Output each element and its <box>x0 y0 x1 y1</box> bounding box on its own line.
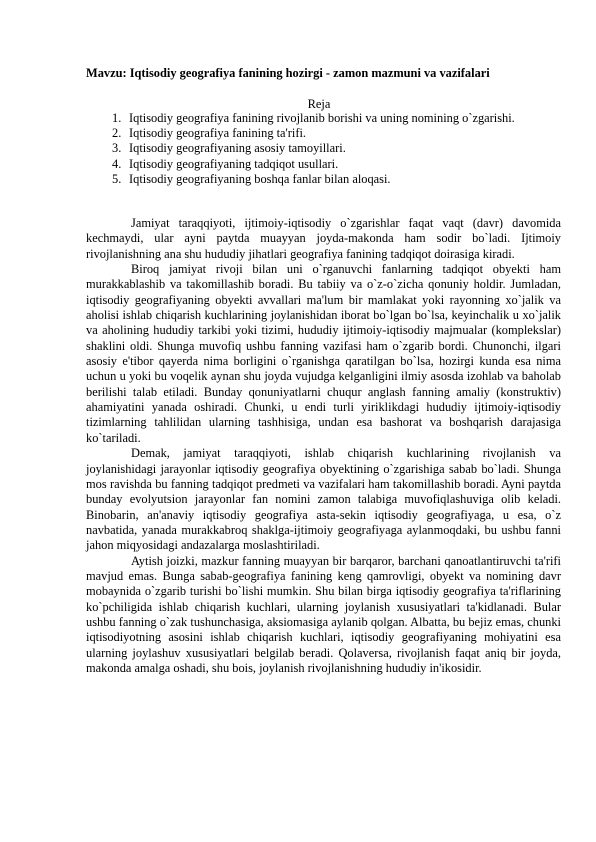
plan-item <box>112 141 561 156</box>
plan-item-number: 4. <box>112 156 122 171</box>
plan-item <box>112 172 561 187</box>
plan-item-text: Iqtisodiy geografiyaning boshqa fanlar bilan aloqasi. <box>129 171 391 186</box>
plan-item-number: 3. <box>112 141 122 156</box>
plan-item-number: 5. <box>112 171 122 186</box>
plan-list <box>112 111 561 187</box>
document-title: Mavzu: Iqtisodiy geografiya fanining hozirgi - zamon mazmuni va vazifalari <box>86 66 490 80</box>
plan-item-text: Iqtisodiy geografiyaning tadqiqot usullari. <box>129 156 339 171</box>
plan-item <box>112 157 561 172</box>
paragraph: Biroq jamiyat rivoji bilan uni o`rganuvchi fanlarning tadqiqot obyekti ham murakkablashib va takomillashib boradi. Bu tabiiy va o`z-o`zicha qonuniy holdir. Jumladan, iqtisodiy geografiyaning obyekti avvallari ma'lum bir mamlakat yoki rayonning xo`jalik va aholisi ishlab chiqarish kuchlarining joylanishidan iborat bo`lgan bo`lsa, keyinchalik u xo`jalik va aholining hududiy tarkibi yoki tizimi, hududiy ijtimoiy-iqtisodiy majmualar (komplekslar) shaklini oldi. Shunga muvofiq ushbu fanning vazifasi ham o`zgarib bordi. Chunonchi, ilgari asosiy e'tibor qayerda nima borligini o`rganishga qaratilgan bo`lsa, hozirgi kunda esa nima uchun u yoki bu voqelik aynan shu joyda vujudga kelganligini ilmiy asosda izohlab va baholab berilishi talab etiladi. Bunday qonuniyatlarni chuqur anglash fanning amaliy (konstruktiv) ahamiyatini yanada oshiradi. Chunki, u endi turli yiriklikdagi hududiy ijtimoiy-iqtisodiy tizimlarning tahlilidan ularning tashhisiga, undan esa bashorat va boshqarish darajasiga ko`tariladi. <box>86 262 561 445</box>
body-text <box>86 216 561 676</box>
paragraph: Jamiyat taraqqiyoti, ijtimoiy-iqtisodiy o`zgarishlar faqat vaqt (davr) davomida kechmaydi, ular ayni paytda muayyan joyda-makonda ham sodir bo`ladi. Ijtimoiy rivojlanishning ana shu hududiy jihatlari geografiya fanining tadqiqot doirasiga kiradi. <box>86 216 561 261</box>
plan-item-number: 2. <box>112 126 122 141</box>
plan-heading: Reja <box>307 97 331 111</box>
paragraph: Aytish joizki, mazkur fanning muayyan bir barqaror, barchani qanoatlantiruvchi ta'rifi mavjud emas. Bunga sabab-geografiya fanining keng qamrovligi, obyekt va nomining davr mobaynida o`zgarib turishi bo`lishi mumkin. Shu bilan birga iqtisodiy geografiya ta'riflarining ko`pchiligida ishlab chiqarish kuchlari, ularning joylanish xususiyatlari ta'kidlanadi. Bular ushbu fanning o`zak tushunchasiga, aksiomasiga aylanib qolgan. Albatta, bu bejiz emas, chunki iqtisodiyotning asosini ishlab chiqarish kuchlari, iqtisodiy geografiyaning mohiyatini esa ularning joylashuv xususiyatlari belgilab beradi. Qolaversa, rivojlanish faqat aniq bir joyda, makonda amalga oshadi, shu bois, joylanish rivojlanishning hududiy in'ikosidir. <box>86 553 561 675</box>
paragraph: Demak, jamiyat taraqqiyoti, ishlab chiqarish kuchlarining rivojlanish va joylanishidagi jarayonlar iqtisodiy geografiya obyektining o`zgarishiga sabab bo`ladi. Shunga mos ravishda bu fanning tadqiqot predmeti va vazifalari ham takomillashib boradi. Ayni paytda bunday evolyutsion jarayonlar fan nomini zamon talabiga muvofiqlashuviga olib keladi. Binobarin, an'anaviy iqtisodiy geografiya asta-sekin iqtisodiy geografiyaga, u esa, o`z navbatida, yanada murakkabroq shaklga-ijtimoiy geografiyaga aylanmoqdaki, bu ushbu fanni jahon miqyosidagi andazalarga moslashtiriladi. <box>86 446 561 553</box>
plan-item-text: Iqtisodiy geografiya fanining rivojlanib borishi va uning nomining o`zgarishi. <box>129 111 515 125</box>
plan-item-text: Iqtisodiy geografiya fanining ta'rifi. <box>129 126 307 141</box>
plan-item-text: Iqtisodiy geografiyaning asosiy tamoyillari. <box>129 141 346 156</box>
plan-item <box>112 111 561 126</box>
plan-item <box>112 126 561 141</box>
plan-item-number: 1. <box>112 111 122 125</box>
